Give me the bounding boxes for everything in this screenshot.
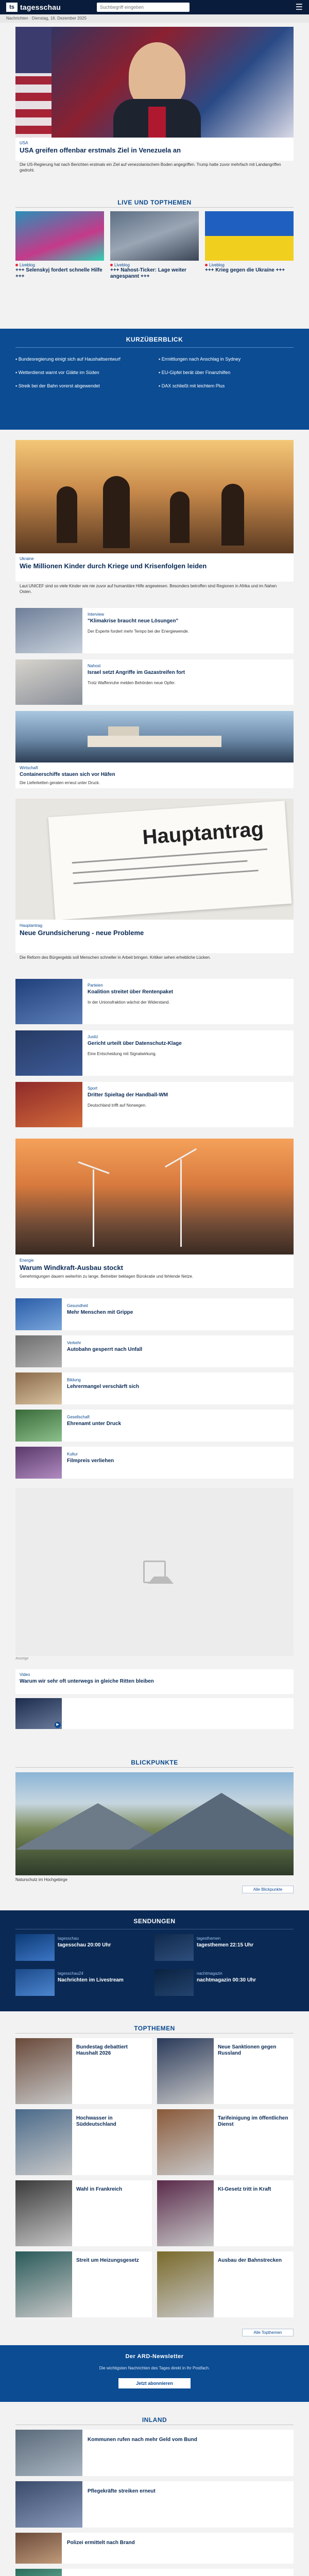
topthemen-item-image	[157, 2180, 214, 2246]
story-kicker: Wirtschaft	[20, 766, 38, 770]
story-teaser: In der Unionsfraktion wächst der Widerstand.	[88, 1000, 170, 1005]
story-image	[15, 1082, 82, 1127]
top-story-headline[interactable]: USA greifen offenbar erstmals Ziel in Venezuela an	[20, 146, 181, 154]
live-item-image	[110, 211, 199, 261]
section-title-live: LIVE UND TOPTHEMEN	[117, 199, 192, 206]
story-card[interactable]	[15, 711, 294, 788]
story-card[interactable]	[15, 2569, 294, 2576]
kurz-item[interactable]: ▪ Ermittlungen nach Anschlag in Sydney	[159, 357, 241, 362]
sendungen-section	[0, 1910, 309, 2011]
topthemen-item-image	[15, 2251, 72, 2317]
image-placeholder-icon	[143, 1561, 166, 1583]
story-headline: Warum Windkraft-Ausbau stockt	[20, 1264, 123, 1272]
search-input[interactable]: Suchbegriff eingeben	[97, 3, 190, 12]
kurz-item[interactable]: ▪ Streik bei der Bahn vorerst abgewendet	[15, 383, 100, 388]
story-teaser: Eine Entscheidung mit Signalwirkung.	[88, 1052, 157, 1056]
story-kicker: Justiz	[88, 1035, 98, 1039]
story-image	[15, 440, 294, 553]
topthemen-item-image	[157, 2251, 214, 2317]
story-teaser: Die Reform des Bürgergelds soll Menschen schneller in Arbeit bringen. Kritiker sehen erhebliche Lücken.	[20, 955, 211, 960]
story-teaser: Der Experte fordert mehr Tempo bei der Energiewende.	[88, 629, 189, 634]
story-card[interactable]	[15, 2533, 294, 2564]
story-kicker: Sport	[88, 1086, 98, 1091]
story-headline: Koalition streitet über Rentenpaket	[88, 989, 174, 995]
story-headline: Dritter Spieltag der Handball-WM	[88, 1092, 168, 1098]
all-blickpunkte-button[interactable]: Alle Blickpunkte	[242, 1886, 294, 1893]
story-teaser: Die Lieferketten geraten erneut unter Druck.	[20, 781, 100, 785]
ad-label: Anzeige	[15, 1657, 29, 1660]
kurz-item[interactable]: ▪ Bundesregierung einigt sich auf Haushaltsentwurf	[15, 357, 121, 362]
date-ticker: Nachrichten · Dienstag, 16. Dezember 2025	[0, 14, 309, 23]
newsletter-title: Der ARD-Newsletter	[125, 2353, 184, 2360]
live-item-kicker: Liveblog	[209, 263, 225, 267]
section-title-blickpunkte: BLICKPUNKTE	[131, 1759, 178, 1766]
section-title-topthemen: TOPTHEMEN	[134, 2025, 175, 2032]
section-title-kurz: KURZÜBERBLICK	[126, 336, 183, 343]
live-item[interactable]	[15, 263, 104, 280]
story-kicker: Nahost	[88, 664, 101, 668]
sendung-kicker: tagesthemen	[197, 1936, 221, 1941]
story-teaser: Genehmigungen dauern weiterhin zu lange. Betreiber beklagen Bürokratie und fehlende Netze.	[20, 1274, 194, 1279]
topthemen-item[interactable]	[157, 2180, 294, 2246]
live-item[interactable]	[205, 263, 294, 274]
sendung-kicker: tagesschau24	[58, 1971, 83, 1976]
topthemen-item-image	[15, 2180, 72, 2246]
live-item-kicker: Liveblog	[20, 263, 35, 267]
live-item-headline: +++ Selenskyj fordert schnelle Hilfe +++	[15, 267, 102, 279]
live-item-headline: +++ Krieg gegen die Ukraine +++	[205, 267, 285, 273]
top-navigation-bar	[0, 0, 309, 14]
topthemen-item[interactable]	[15, 2038, 152, 2104]
list-item[interactable]	[15, 1372, 294, 1404]
story-kicker: Hauptantrag	[20, 923, 43, 928]
topthemen-item-image	[157, 2109, 214, 2175]
topthemen-item[interactable]	[15, 2251, 152, 2317]
story-headline: "Klimakrise braucht neue Lösungen"	[88, 618, 179, 624]
story-card[interactable]	[15, 2481, 294, 2528]
story-card[interactable]	[15, 2430, 294, 2476]
story-card[interactable]	[15, 1030, 294, 1076]
list-item[interactable]	[15, 1298, 294, 1330]
section-title-sendungen: SENDUNGEN	[133, 1918, 176, 1925]
story-image	[15, 979, 82, 1024]
story-image	[15, 608, 82, 653]
story-kicker: Interview	[88, 612, 105, 617]
story-card[interactable]	[15, 659, 294, 705]
list-item-kicker: Gesellschaft	[67, 1415, 90, 1419]
story-kicker: Energie	[20, 1258, 34, 1263]
top-story-teaser: Die US-Regierung hat nach Berichten erstmals ein Ziel auf venezolanischem Boden angegriffen. Trump hatte zuvor mehrfach mit Landangriffen gedroht.	[20, 162, 281, 173]
list-item-kicker: Bildung	[67, 1378, 81, 1382]
top-story-image	[15, 27, 294, 138]
play-icon[interactable]: ▶	[55, 1722, 61, 1728]
newsletter-box	[0, 2345, 309, 2402]
live-item-headline: +++ Nahost-Ticker: Lage weiter angespannt +++	[110, 267, 186, 279]
blickpunkte-image[interactable]	[15, 1772, 294, 1875]
topthemen-item-image	[15, 2038, 72, 2104]
sendung-kicker: nachtmagazin	[197, 1971, 222, 1976]
topthemen-item[interactable]	[15, 2109, 152, 2175]
story-image	[15, 711, 294, 762]
story-teaser: Deutschland trifft auf Norwegen.	[88, 1103, 147, 1108]
topthemen-item-headline: Ausbau der Bahnstrecken	[218, 2258, 282, 2263]
all-topthemen-button[interactable]: Alle Topthemen	[242, 2329, 294, 2336]
live-item[interactable]	[110, 263, 199, 280]
live-item-kicker: Liveblog	[114, 263, 130, 267]
sendung-headline: tagesthemen 22:15 Uhr	[197, 1942, 254, 1948]
story-kicker: Parteien	[88, 983, 103, 988]
top-story[interactable]	[15, 27, 294, 161]
story-headline: Gericht urteilt über Datenschutz-Klage	[88, 1041, 182, 1046]
logo-mark: ts	[6, 3, 18, 12]
topthemen-item-image	[157, 2038, 214, 2104]
story-image	[15, 1139, 294, 1255]
list-item[interactable]	[15, 1335, 294, 1367]
ad-placeholder	[15, 1488, 294, 1656]
story-headline: Kommunen rufen nach mehr Geld vom Bund	[88, 2437, 197, 2443]
kurz-list-left	[15, 352, 150, 393]
list-item[interactable]	[15, 1410, 294, 1442]
topthemen-item[interactable]	[15, 2180, 152, 2246]
kurz-list-right	[159, 352, 294, 393]
story-card[interactable]	[15, 1139, 294, 1288]
story-card[interactable]	[15, 979, 294, 1024]
story-headline: Polizei ermittelt nach Brand	[67, 2540, 135, 2546]
topthemen-item-headline: Bundestag debattiert Haushalt 2026	[76, 2044, 128, 2056]
logo-text: tagesschau	[20, 3, 61, 11]
story-headline: Wie Millionen Kinder durch Kriege und Krisenfolgen leiden	[20, 562, 207, 570]
kurz-item[interactable]: ▪ DAX schließt mit leichtem Plus	[159, 383, 225, 388]
sendung-headline: Nachrichten im Livestream	[58, 1977, 124, 1983]
topthemen-item-image	[15, 2109, 72, 2175]
story-card[interactable]	[15, 1082, 294, 1127]
kurzueberblick-box	[0, 329, 309, 430]
sendung-kicker: tagesschau	[58, 1936, 79, 1941]
topthemen-item[interactable]	[157, 2109, 294, 2175]
video-story-headline: Warum wir sehr oft unterwegs in gleiche Ritten bleiben	[20, 1679, 154, 1684]
topthemen-item-headline: Tarifeinigung im öffentlichen Dienst	[218, 2115, 288, 2127]
list-item-headline: Ehrenamt unter Druck	[67, 1421, 122, 1427]
sendung-headline: tagesschau 20:00 Uhr	[58, 1942, 111, 1948]
story-card[interactable]	[15, 799, 294, 953]
topthemen-item[interactable]	[157, 2038, 294, 2104]
newsletter-text: Die wichtigsten Nachrichten des Tages direkt in Ihr Postfach.	[99, 2366, 210, 2370]
story-image	[15, 1030, 82, 1076]
story-headline: Pflegekräfte streiken erneut	[88, 2488, 156, 2494]
topthemen-item-headline: Streit um Heizungsgesetz	[76, 2258, 139, 2263]
list-item[interactable]	[15, 1447, 294, 1479]
video-story[interactable]	[15, 1669, 294, 1694]
story-image	[15, 659, 82, 705]
sendung-headline: nachtmagazin 00:30 Uhr	[197, 1977, 256, 1983]
topthemen-item-headline: Hochwasser in Süddeutschland	[76, 2115, 116, 2127]
site-logo[interactable]	[6, 3, 61, 12]
section-title-inland: INLAND	[142, 2416, 167, 2424]
list-item-kicker: Verkehr	[67, 1341, 81, 1345]
topthemen-item-headline: KI-Gesetz tritt in Kraft	[218, 2187, 271, 2192]
topthemen-item-headline: Wahl in Frankreich	[76, 2187, 123, 2192]
newsletter-subscribe-button[interactable]: Jetzt abonnieren	[118, 2378, 191, 2388]
topthemen-item[interactable]	[157, 2251, 294, 2317]
list-item-kicker: Kultur	[67, 1452, 78, 1456]
kurz-item[interactable]: ▪ Wetterdienst warnt vor Glätte im Süden	[15, 370, 99, 375]
top-story-kicker: USA	[20, 141, 28, 145]
story-teaser: Laut UNICEF sind so viele Kinder wie nie zuvor auf humanitäre Hilfe angewiesen. Besonders betroffen sind Regionen in Afrika und im Nahen Osten.	[20, 584, 277, 594]
story-card[interactable]	[15, 440, 294, 582]
story-kicker: Ukraine	[20, 556, 34, 561]
story-image	[15, 799, 294, 920]
story-headline: Israel setzt Angriffe im Gazastreifen fort	[88, 670, 185, 675]
topthemen-item-headline: Neue Sanktionen gegen Russland	[218, 2044, 277, 2056]
story-card[interactable]	[15, 608, 294, 653]
story-teaser: Trotz Waffenruhe melden Behörden neue Opfer.	[88, 681, 176, 685]
live-item-image	[15, 211, 104, 261]
list-item[interactable]	[15, 1698, 294, 1729]
story-headline: Containerschiffe stauen sich vor Häfen	[20, 772, 115, 777]
list-item-headline: Autobahn gesperrt nach Unfall	[67, 1347, 143, 1352]
menu-icon[interactable]: ☰	[295, 3, 303, 12]
list-item-kicker: Gesundheit	[67, 1303, 88, 1308]
list-item-headline: Mehr Menschen mit Grippe	[67, 1310, 133, 1315]
video-story-kicker: Video	[20, 1672, 30, 1677]
live-item-image	[205, 211, 294, 261]
document-heading-graphic: Hauptantrag	[142, 818, 265, 849]
list-item-headline: Lehrermangel verschärft sich	[67, 1384, 140, 1389]
story-headline: Neue Grundsicherung - neue Probleme	[20, 929, 144, 937]
blickpunkte-caption: Naturschutz im Hochgebirge	[15, 1877, 67, 1882]
kurz-item[interactable]: ▪ EU-Gipfel berät über Finanzhilfen	[159, 370, 231, 375]
list-item-headline: Filmpreis verliehen	[67, 1458, 114, 1464]
